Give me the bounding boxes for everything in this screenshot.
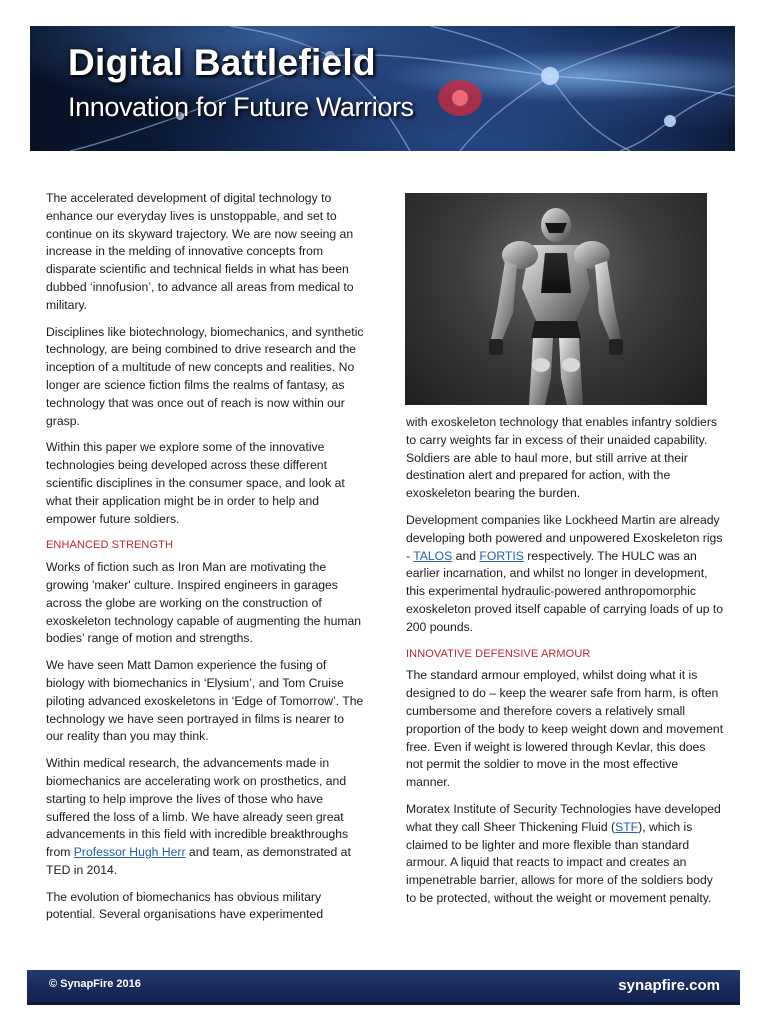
disciplines-paragraph: Disciplines like biotechnology, biomechanics, and synthetic technology, are being combined to drive research and the inception of a multitude of new concepts and realities. No longer are science fiction films the realms of fantasy, as technology that was once out of reach is now within our grasp. bbox=[46, 324, 364, 428]
military-potential-paragraph: The evolution of biomechanics has obvious military potential. Several organisations have experimented bbox=[46, 889, 324, 922]
fortis-link[interactable]: FORTIS bbox=[479, 548, 524, 563]
lockheed-text: Development companies like Lockheed Martin are already developing both powered and unpowered Exoskeleton rigs - bbox=[406, 512, 723, 563]
paper-scope-paragraph: Within this paper we explore some of the innovative technologies being developed across these different scientific disciplines in the consumer space, and look at what their application might be in order to help and empower future soldiers. bbox=[46, 440, 345, 526]
standard-armour-paragraph: The standard armour employed, whilst doing what it is designed to do – keep the wearer safe from harm, is often cumbersome and therefore covers a relatively small proportion of the body to keep weight down and movement free. Even if weight is lowered through Kevlar, this does not permit the soldier to move in the most effective manner. bbox=[406, 668, 724, 790]
site-url: synapfire.com bbox=[618, 977, 720, 994]
left-column bbox=[46, 190, 364, 933]
header-banner bbox=[30, 26, 735, 151]
moratex-text: Moratex Institute of Security Technologies have developed what they call Sheer Thickening Fluid ( bbox=[406, 801, 721, 834]
moratex-text-end: ), which is claimed to be lighter and more flexible than standard armour. A liquid that reacts to impact and creates an impenetrable barrier, allows for more of the soldiers body to be protected, without the weight or movement penalty. bbox=[406, 819, 713, 905]
robot-illustration bbox=[405, 193, 707, 405]
talos-link[interactable]: TALOS bbox=[413, 548, 453, 563]
stf-link[interactable]: STF bbox=[615, 819, 639, 834]
medical-research-text: Within medical research, the advancements made in biomechanics are accelerating work on prosthetics, and starting to help improve the lives of those who have suffered the loss of a limb. We have already seen great advancements in this field with incredible breakthroughs from bbox=[46, 756, 349, 860]
section-heading-enhanced-strength: ENHANCED STRENGTH bbox=[46, 539, 173, 552]
page-title: Digital Battlefield bbox=[68, 42, 376, 83]
medical-research-paragraph bbox=[46, 755, 364, 880]
section-heading-defensive-armour: INNOVATIVE DEFENSIVE ARMOUR bbox=[406, 647, 591, 660]
lockheed-text-and: and bbox=[452, 548, 480, 563]
footer-bar bbox=[27, 970, 740, 1005]
films-paragraph: We have seen Matt Damon experience the fusing of biology with biomechanics in ‘Elysium’, and Tom Cruise piloting advanced exoskeletons in ‘Edge of Tomorrow’. The technology we have seen portrayed in films is nearer to our reality than you may think. bbox=[46, 658, 364, 744]
professor-hugh-herr-link[interactable]: Professor Hugh Herr bbox=[73, 845, 186, 860]
medical-research-text-end: and team, as demonstrated at TED in 2014. bbox=[46, 845, 351, 877]
moratex-paragraph bbox=[406, 801, 724, 908]
lockheed-text-end: respectively. The HULC was an earlier incarnation, and whilst no longer in development, this experimental hydraulic-powered anthropomorphic exoskeleton proved itself capable of carrying loads of up to 200 pounds. bbox=[406, 548, 724, 634]
page-subtitle: Innovation for Future Warriors bbox=[68, 92, 414, 122]
iron-man-paragraph: Works of fiction such as Iron Man are motivating the growing 'maker' culture. Inspired engineers in garages across the globe are working on the construction of exoskeleton technology capable of augmenting the human bodies’ range of motion and strengths. bbox=[46, 560, 362, 646]
exoskeleton-robot-image bbox=[405, 193, 707, 405]
lockheed-paragraph bbox=[406, 512, 724, 637]
right-column bbox=[406, 414, 724, 917]
exoskeleton-paragraph: with exoskeleton technology that enables infantry soldiers to carry weights far in excess of their unaided capability. Soldiers are able to haul more, but still arrive at their destination alert and prepared for action, with the exoskeleton bearing the burden. bbox=[406, 415, 717, 501]
copyright-notice: © SynapFire 2016 bbox=[49, 978, 141, 990]
intro-paragraph: The accelerated development of digital technology to enhance our everyday lives is unstoppable, and set to continue on its skyward trajectory. We are now seeing an increase in the melding of innovative concepts from disparate scientific and technical fields in what has been dubbed ‘innofusion’, to advance all areas from medical to military. bbox=[46, 191, 354, 312]
